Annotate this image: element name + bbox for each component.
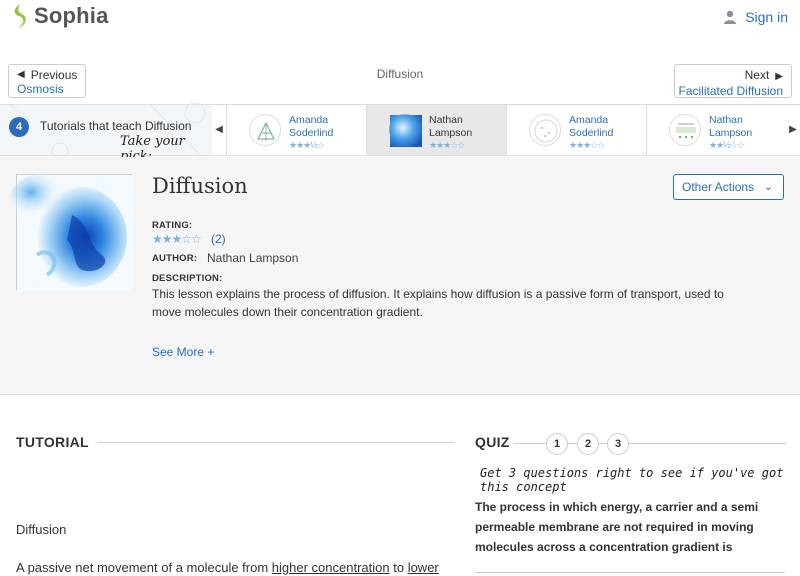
brand-name: Sophia <box>34 3 109 28</box>
tutorial-option[interactable] <box>226 105 366 155</box>
lesson-summary <box>0 157 800 395</box>
quiz-question-text: The process in which energy, a carrier and a semi permeable membrane are not required in moving molecules across a concentration gradient is <box>475 500 759 554</box>
tutorial-option[interactable] <box>646 105 786 155</box>
quiz-question-1-button[interactable]: 1 <box>546 433 568 455</box>
tutorial-thumbnail <box>249 114 281 146</box>
chevron-right-icon: ▶ <box>775 71 783 82</box>
tutorial-rating-stars: ★★★½☆ <box>289 140 324 150</box>
tutorial-author-first: Nathan <box>429 114 463 126</box>
other-actions-button[interactable] <box>673 174 784 200</box>
chevron-left-icon: ◀ <box>17 69 25 80</box>
tutorial-rating-stars: ★★★☆☆ <box>569 140 605 150</box>
tutorial-option[interactable] <box>506 105 646 155</box>
lesson-title: Diffusion <box>152 174 248 198</box>
quiz-question-3-button[interactable]: 3 <box>607 433 629 455</box>
tutorial-author-first: Amanda <box>289 114 329 126</box>
quiz-answer-divider <box>475 572 785 573</box>
strip-next-arrow-icon[interactable]: ▶ <box>789 124 797 135</box>
tutorial-rating-stars: ★★★☆☆ <box>429 140 465 150</box>
top-bar <box>0 0 800 36</box>
user-icon <box>723 10 737 24</box>
rating-count-link[interactable]: (2) <box>211 232 226 246</box>
tutorial-body-text <box>16 560 456 575</box>
tutorial-author-first: Amanda <box>569 114 609 126</box>
tutorial-thumbnail <box>529 114 561 146</box>
tutorial-divider <box>98 442 454 443</box>
higher-concentration-link[interactable]: higher concentration <box>271 560 390 575</box>
tutorials-title: Tutorials that teach Diffusion <box>40 119 192 133</box>
quiz-tagline: Get 3 questions right to see if you've got this concept <box>480 466 784 494</box>
author-name: Nathan Lampson <box>207 251 299 265</box>
tutorial-author-last: Soderlind <box>289 127 334 139</box>
body-text-start: A passive net movement of a molecule from <box>16 560 272 575</box>
tutorial-heading: TUTORIAL <box>16 434 89 450</box>
tutorial-count-badge: 4 <box>9 117 29 137</box>
other-actions-label: Other Actions <box>682 180 755 194</box>
tutorial-thumbnail <box>669 114 701 146</box>
lesson-image <box>16 174 132 290</box>
previous-lesson-link: Osmosis <box>17 82 64 96</box>
signin-link[interactable] <box>723 9 788 25</box>
strip-prev-arrow-icon[interactable]: ◀ <box>215 124 223 135</box>
author-label: AUTHOR: <box>152 253 198 264</box>
quiz-heading: QUIZ <box>475 434 510 450</box>
tutorial-author-last: Lampson <box>429 127 473 139</box>
body-text-mid: to <box>389 560 408 575</box>
next-lesson-link: Facilitated Diffusion <box>678 84 783 98</box>
chevron-down-icon: ⌄ <box>763 181 773 193</box>
description-label: DESCRIPTION: <box>152 273 223 284</box>
lesson-nav <box>0 58 800 102</box>
tutorial-thumbnail <box>389 114 421 146</box>
signin-label: Sign in <box>745 9 788 25</box>
tutorials-strip-header <box>0 105 212 155</box>
rating-label: RATING: <box>152 220 193 231</box>
tutorial-rating-stars: ★★½☆☆ <box>709 140 744 150</box>
tutorial-author-first: Nathan <box>709 114 743 126</box>
tutorial-option-selected[interactable] <box>366 105 506 155</box>
next-button[interactable] <box>674 64 792 98</box>
nav-current-title: Diffusion <box>376 67 424 81</box>
previous-label: Previous <box>30 68 78 82</box>
tutorial-author-last: Soderlind <box>569 127 614 139</box>
sophia-leaf-icon <box>10 3 30 29</box>
rating-stars: ★★★☆☆ <box>152 232 201 246</box>
lesson-description: This lesson explains the process of diffusion. It explains how diffusion is a passive form of transport, used to move molecules down their concentration gradient. <box>152 287 724 319</box>
sophia-logo[interactable] <box>10 3 109 29</box>
tutorial-author-last: Lampson <box>709 127 753 139</box>
next-label: Next <box>744 68 770 82</box>
lower-concentration-link[interactable]: lower <box>407 560 439 575</box>
see-more-link[interactable]: See More + <box>152 345 215 359</box>
tutorials-strip <box>0 104 800 156</box>
take-your-pick-label: Take your <box>120 134 185 149</box>
quiz-question-2-button[interactable]: 2 <box>577 433 599 455</box>
tutorial-subheading: Diffusion <box>16 522 67 537</box>
